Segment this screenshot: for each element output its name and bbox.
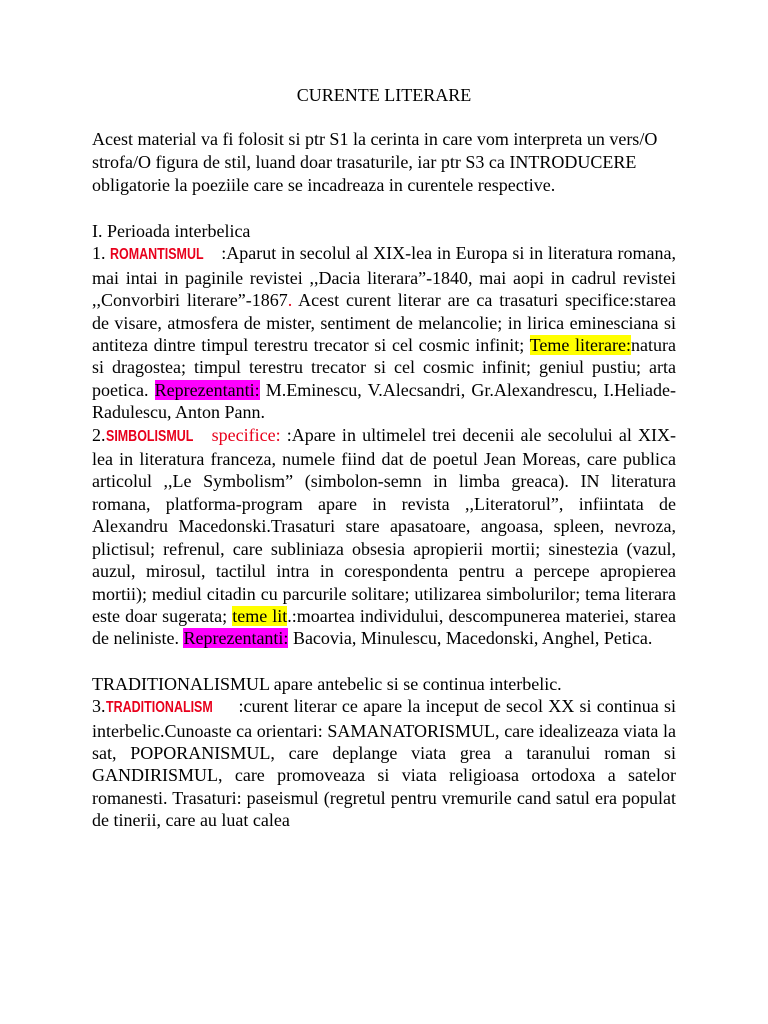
simbolism-text-1: :Apare in ultimelel trei decenii ale secolului al XIX-lea in literatura franceza, numele fiind dat de poetul Jean Moreas, care publica articolul ,,Le Symbolism” (simbolon-semn in limba greaca). IN literatura romana, platforma-program apare in revista ,,Literatorul”, infiintata de Alexandru Macedonski.Trasaturi stare apasatoare, angoasa, spleen, nevroza, plictisul; refrenul, care subliniaza obsesia apropierii mortii; sinestezia (vazul, auzul, mirosul, tactilul intra in corespondenta pentru a percepe apropierea mortii); mediul citadin cu parcurile solitare; utilizarea simbolurilor; tema literara este doar sugerata;: [92, 424, 676, 626]
traditionalism-number: 3.: [92, 696, 106, 717]
intro-paragraph: Acest material va fi folosit si ptr S1 la cerinta in care vom interpreta un vers/O strofa/O figura de stil, luand doar trasaturile, iar ptr S3 ca INTRODUCERE obligatorie la poeziile care se incadreaza in curentele respective.: [92, 129, 658, 195]
simbolism-specific: specifice:: [205, 424, 287, 445]
traditionalism-paragraph: [92, 695, 676, 831]
romantism-paragraph: [92, 242, 676, 423]
simbolism-themes-label: teme lit: [232, 605, 288, 626]
romantism-heading: ROMANTISMUL: [110, 246, 204, 264]
simbolism-heading: SIMBOLISMUL: [105, 427, 193, 445]
romantism-text-1: :Aparut in secolul al XIX-lea in Europa si in literatura romana, mai intai in paginile revistei ,,Dacia literara”-1840, mai aopi in cadrul revistei ,,Convorbiri literare”-1867: [92, 243, 676, 311]
romantism-number: 1.: [92, 243, 111, 264]
simbolism-reps: Bacovia, Minulescu, Macedonski, Anghel, Petica.: [288, 628, 653, 649]
spacer: [92, 197, 676, 220]
romantism-themes-label: Teme literare:: [529, 335, 632, 356]
romantism-red-dot: .: [287, 290, 293, 311]
romantism-text-2: Acest curent literar are ca trasaturi specifice:starea de visare, atmosfera de mister, sentiment de melancolie; in lirica eminesciana si antiteza dintre timpul terestru trecator si cel cosmic infinit;: [92, 290, 676, 356]
simbolism-paragraph: [92, 424, 676, 650]
period-heading: I. Perioada interbelica: [92, 221, 251, 241]
romantism-reps-label: Reprezentanti:: [154, 379, 260, 400]
romantism-reps: M.Eminescu, V.Alecsandri, Gr.Alexandrescu, I.Heliade-Radulescu, Anton Pann.: [92, 379, 676, 423]
traditionalism-text-1: :curent literar ce apare la inceput de secol XX si continua si interbelic.Cunoaste ca orientari: SAMANATORISMUL, care idealizeaza viata la sat, POPORANISMUL, care deplange viata grea a taranului roman si GANDIRISMUL, care promoveaza si viata religioasa ortodoxa a satelor romanesti. Trasaturi: paseismul (regretul pentru vremurile cand satul era populat de tinerii, care au luat calea: [92, 696, 676, 831]
traditionalism-note: TRADITIONALISMUL apare antebelic si se continua interbelic.: [92, 673, 562, 694]
traditionalism-heading: TRADITIONALISM: [105, 699, 213, 717]
spacer: [92, 650, 676, 673]
simbolism-themes: .:moartea individului, descompunerea materiei, starea de neliniste.: [92, 605, 677, 649]
page-title: CURENTE LITERARE: [296, 85, 472, 105]
romantism-themes: natura si dragostea; timpul terestru trecator si cel cosmic infinit; geniul pustiu; arta poetica.: [92, 335, 676, 400]
simbolism-reps-label: Reprezentanti:: [183, 628, 289, 649]
simbolism-number: 2.: [92, 424, 106, 445]
